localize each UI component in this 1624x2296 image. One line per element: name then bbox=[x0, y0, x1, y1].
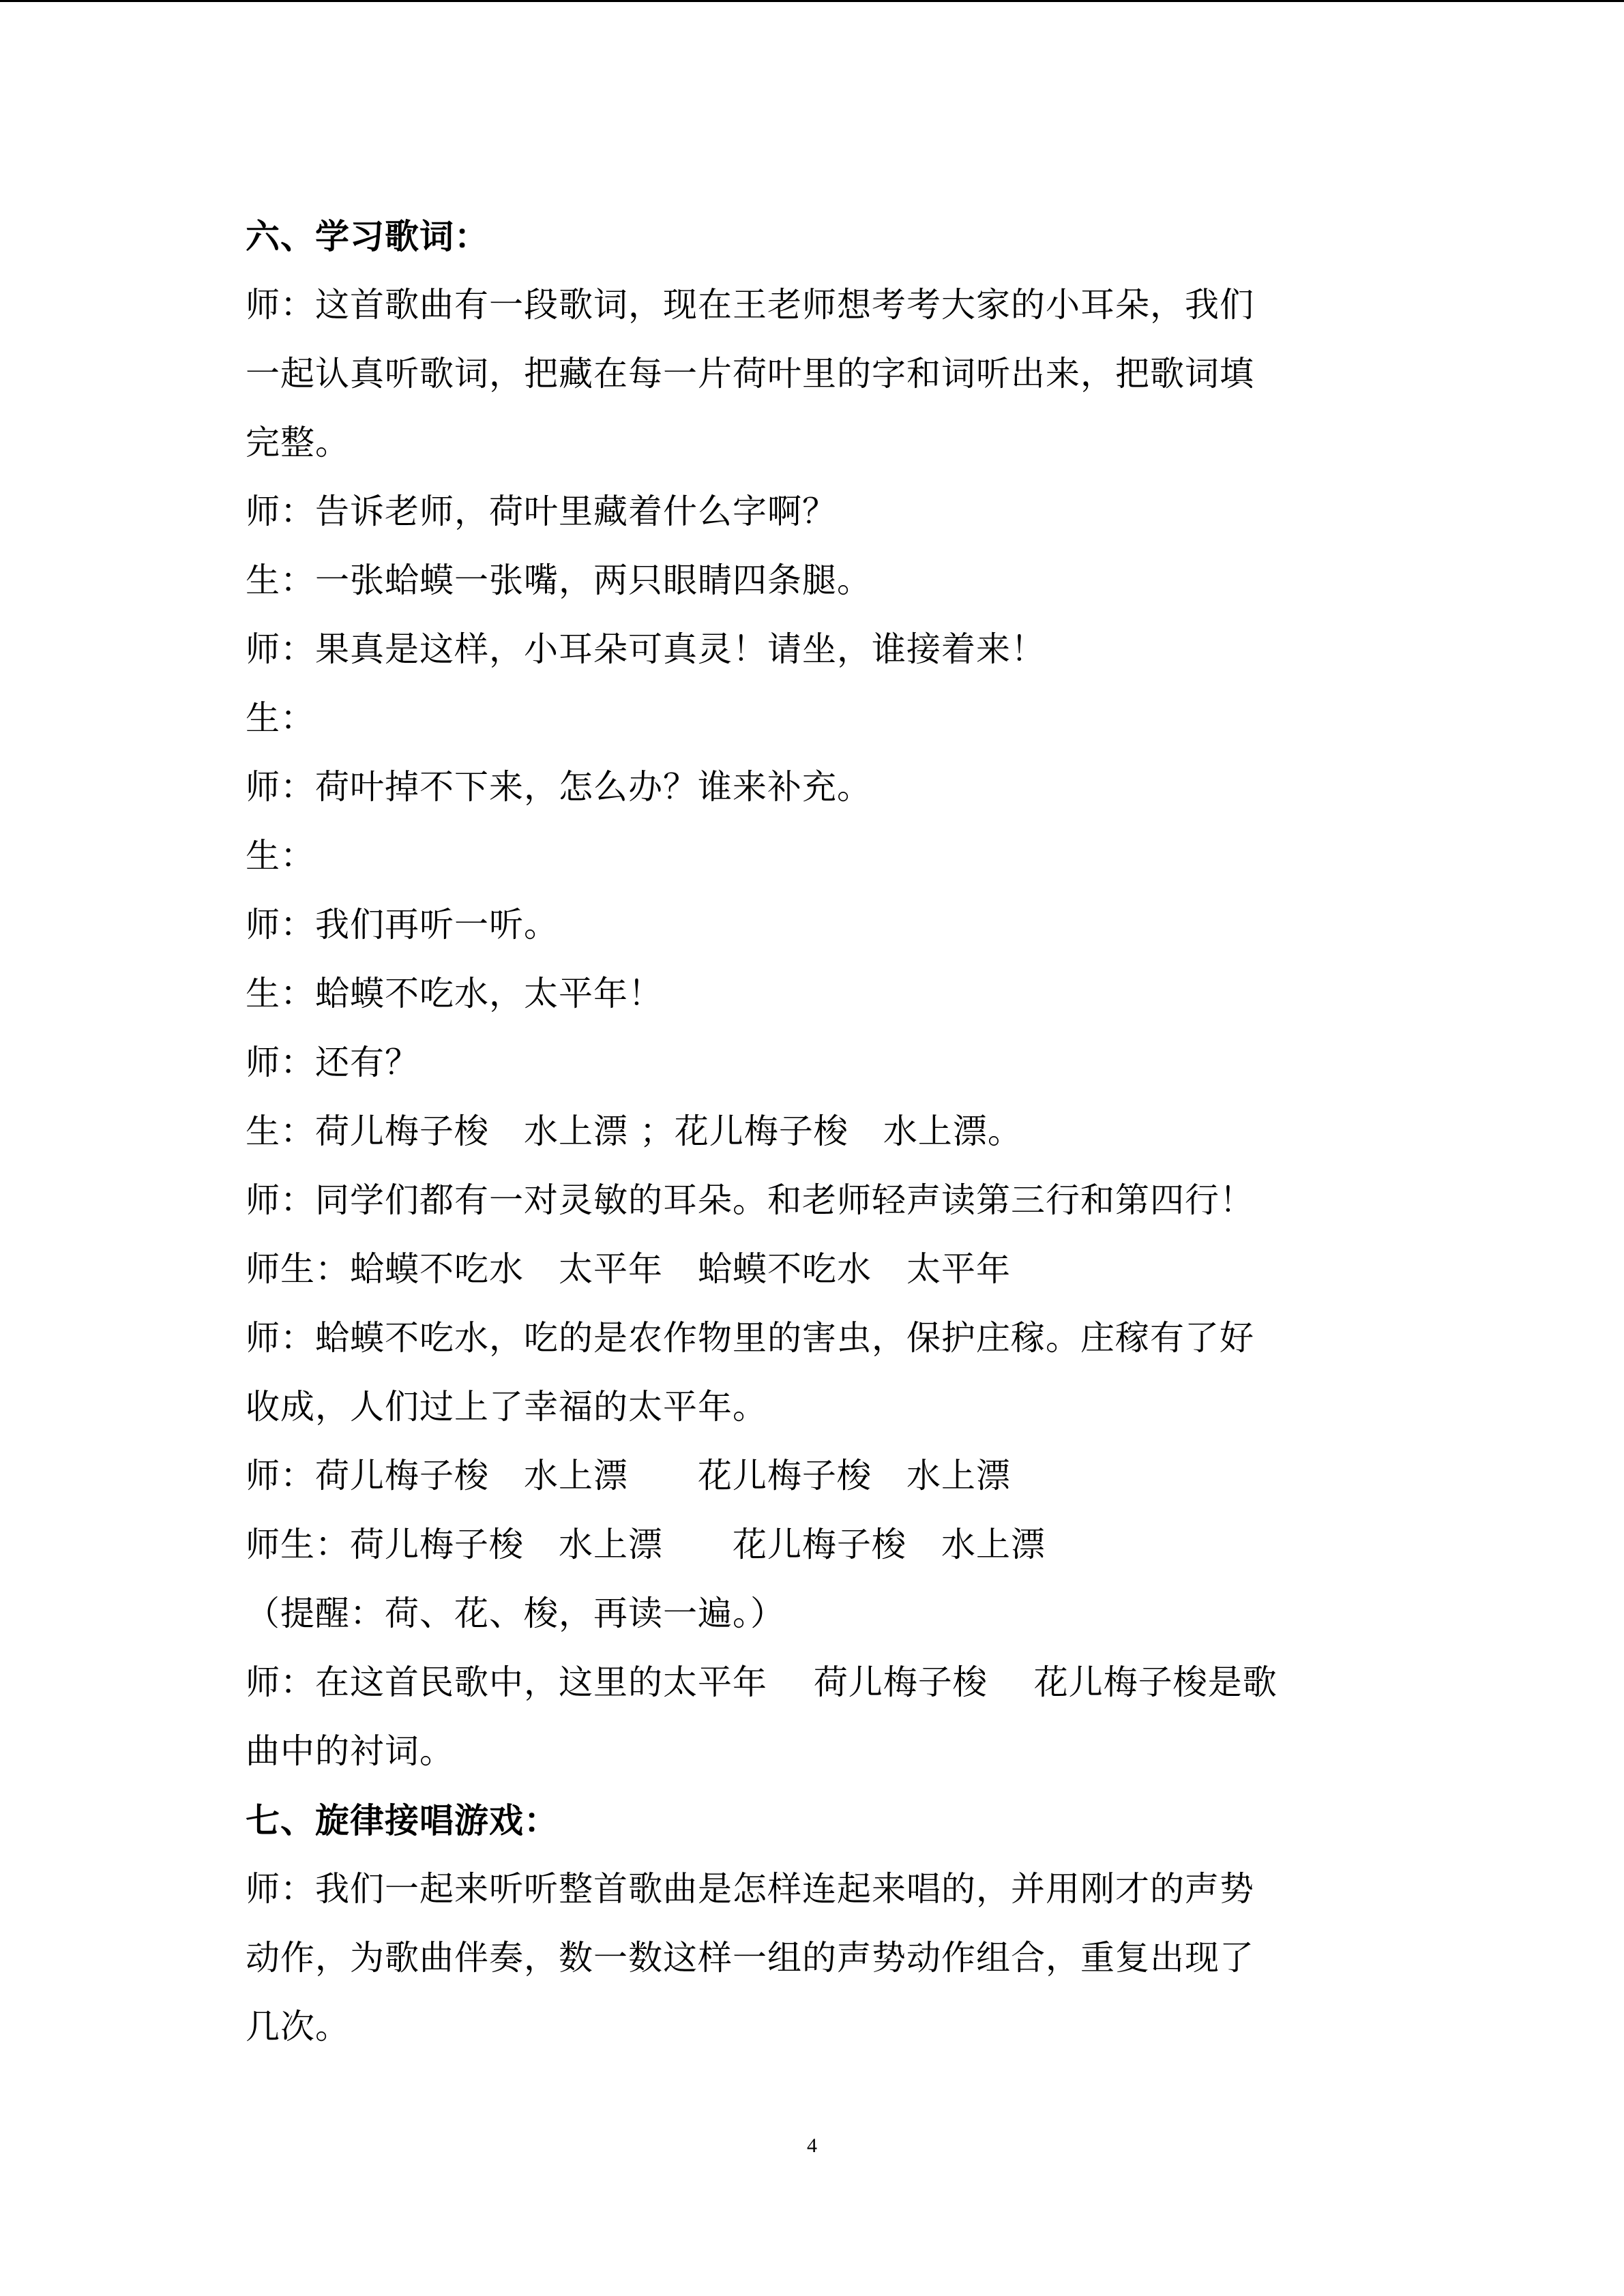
paragraph-line: 生： bbox=[246, 698, 315, 738]
section-heading-lyrics: 六、学习歌词： bbox=[246, 216, 489, 256]
paragraph-line: 生：一张蛤蟆一张嘴，两只眼睛四条腿。 bbox=[246, 561, 872, 600]
page-top-border bbox=[0, 0, 1624, 2]
paragraph-line: 师：荷儿梅子梭 水上漂 花儿梅子梭 水上漂 bbox=[246, 1456, 1011, 1495]
paragraph-line: 曲中的衬词。 bbox=[246, 1731, 454, 1771]
paragraph-line: 师：荷叶掉不下来，怎么办？谁来补充。 bbox=[246, 767, 872, 807]
paragraph-line: 师：果真是这样，小耳朵可真灵！请坐，谁接着来！ bbox=[246, 629, 1046, 669]
paragraph-line: 师：告诉老师，荷叶里藏着什么字啊？ bbox=[246, 492, 837, 531]
paragraph-line: 生：荷儿梅子梭 水上漂 ；花儿梅子梭 水上漂。 bbox=[246, 1112, 1022, 1151]
paragraph-line: 动作，为歌曲伴奏，数一数这样一组的声势动作组合，重复出现了 bbox=[246, 1938, 1254, 1978]
paragraph-line: 师：在这首民歌中，这里的太平年 荷儿梅子梭 花儿梅子梭是歌 bbox=[246, 1663, 1278, 1702]
paragraph-line: 师：蛤蟆不吃水，吃的是农作物里的害虫，保护庄稼。庄稼有了好 bbox=[246, 1318, 1254, 1358]
paragraph-line: 师：我们再听一听。 bbox=[246, 905, 559, 944]
paragraph-line: 一起认真听歌词，把藏在每一片荷叶里的字和词听出来，把歌词填 bbox=[246, 354, 1254, 393]
page-number: 4 bbox=[807, 2134, 817, 2157]
section-heading-melody-game: 七、旋律接唱游戏： bbox=[246, 1800, 559, 1840]
paragraph-line: 师：这首歌曲有一段歌词，现在王老师想考考大家的小耳朵，我们 bbox=[246, 285, 1254, 325]
paragraph-line: 师生：蛤蟆不吃水 太平年 蛤蟆不吃水 太平年 bbox=[246, 1249, 1011, 1289]
paragraph-line: 师：我们一起来听听整首歌曲是怎样连起来唱的，并用刚才的声势 bbox=[246, 1869, 1254, 1909]
paragraph-line: 完整。 bbox=[246, 423, 350, 462]
document-body bbox=[246, 202, 1405, 2061]
paragraph-line: 生：蛤蟆不吃水，太平年！ bbox=[246, 974, 663, 1013]
paragraph-line: 师：同学们都有一对灵敏的耳朵。和老师轻声读第三行和第四行！ bbox=[246, 1180, 1254, 1220]
paragraph-line: 师生：荷儿梅子梭 水上漂 花儿梅子梭 水上漂 bbox=[246, 1525, 1046, 1564]
paragraph-line: 师：还有？ bbox=[246, 1043, 419, 1082]
paragraph-line: （提醒：荷、花、梭，再读一遍。） bbox=[246, 1594, 785, 1633]
paragraph-line: 收成，人们过上了幸福的太平年。 bbox=[246, 1387, 767, 1427]
paragraph-line: 几次。 bbox=[246, 2007, 350, 2046]
paragraph-line: 生： bbox=[246, 836, 315, 876]
